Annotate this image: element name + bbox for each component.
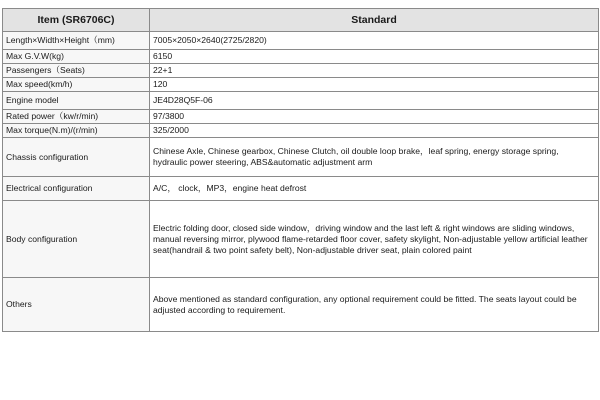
row-value: 6150 (150, 50, 599, 64)
row-value: 97/3800 (150, 110, 599, 124)
spec-table (2, 8, 599, 332)
table-row (3, 32, 599, 50)
table-row (3, 78, 599, 92)
row-value: Electric folding door, closed side window，driving window and the last left & right windows are sliding windows, manual reversing mirror, plywood flame-retarded floor cover, safety skylight, Non-adjustable yellow artificial leather seat(handrail & two point safety belt), Non-adjustable driver seat, plain colored paint (150, 201, 599, 278)
row-value: 325/2000 (150, 124, 599, 138)
row-label: Max torque(N.m)/(r/min) (3, 124, 150, 138)
row-label: Passengers（Seats) (3, 64, 150, 78)
row-value: Chinese Axle, Chinese gearbox, Chinese Clutch, oil double loop brake，leaf spring, energy storage spring, hydraulic power steering, ABS&automatic adjustment arm (150, 138, 599, 177)
table-row (3, 92, 599, 110)
header-standard: Standard (150, 9, 599, 32)
row-label: Body configuration (3, 201, 150, 278)
row-label: Max G.V.W(kg) (3, 50, 150, 64)
row-value: 22+1 (150, 64, 599, 78)
table-row (3, 124, 599, 138)
row-label: Length×Width×Height（mm) (3, 32, 150, 50)
table-row (3, 278, 599, 332)
table-row (3, 138, 599, 177)
row-value: 120 (150, 78, 599, 92)
row-label: Rated power（kw/r/min) (3, 110, 150, 124)
header-item: Item (SR6706C) (3, 9, 150, 32)
row-value: 7005×2050×2640(2725/2820) (150, 32, 599, 50)
row-label: Electrical configuration (3, 177, 150, 201)
table-row (3, 50, 599, 64)
row-value: Above mentioned as standard configuration, any optional requirement could be fitted. The seats layout could be adjusted according to requirement. (150, 278, 599, 332)
table-row (3, 64, 599, 78)
row-value: JE4D28Q5F-06 (150, 92, 599, 110)
row-label: Max speed(km/h) (3, 78, 150, 92)
table-row (3, 201, 599, 278)
row-label: Chassis configuration (3, 138, 150, 177)
row-label: Engine model (3, 92, 150, 110)
table-row (3, 110, 599, 124)
row-label: Others (3, 278, 150, 332)
table-header-row (3, 9, 599, 32)
row-value: A/C， clock，MP3，engine heat defrost (150, 177, 599, 201)
table-row (3, 177, 599, 201)
